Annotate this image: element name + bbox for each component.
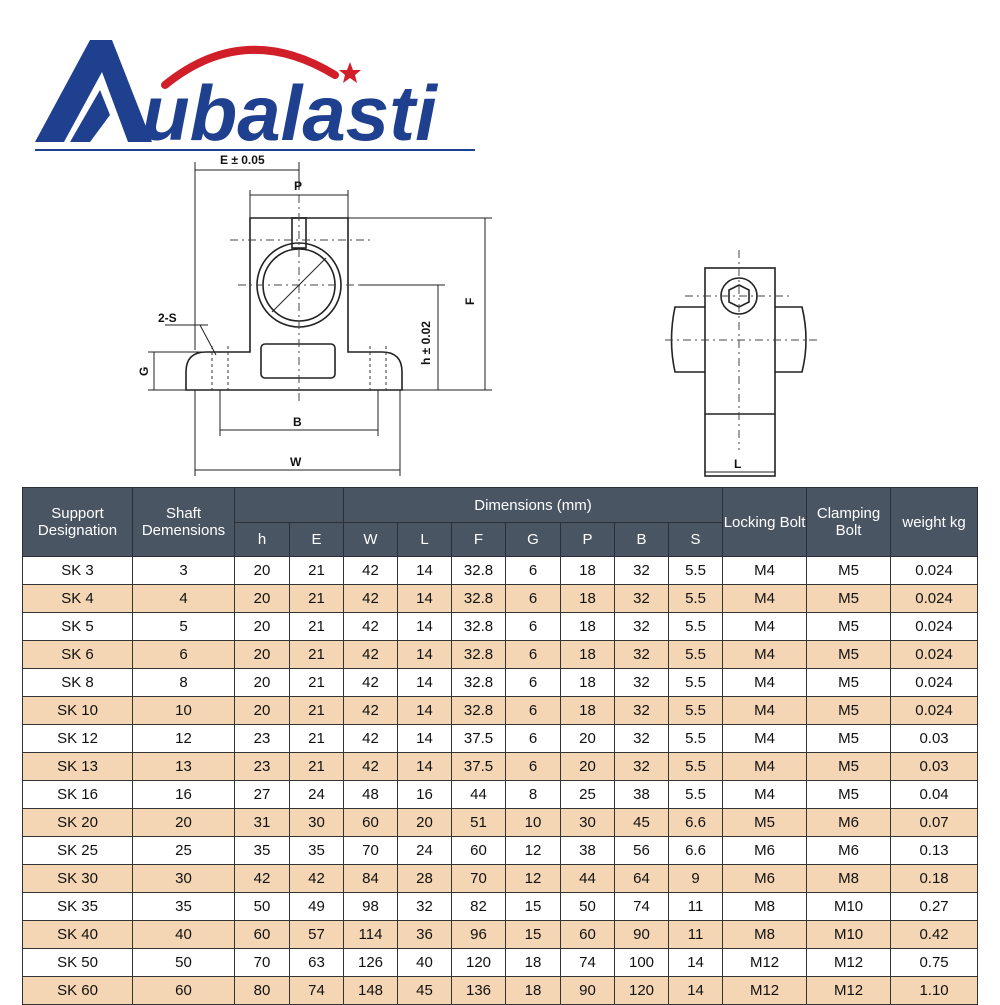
table-cell: 18	[561, 697, 615, 725]
table-cell: 14	[398, 613, 452, 641]
table-cell: 10	[133, 697, 235, 725]
table-cell: 38	[561, 837, 615, 865]
table-cell: 35	[235, 837, 290, 865]
table-row	[23, 753, 978, 781]
table-cell: SK 60	[23, 977, 133, 1005]
table-cell: 60	[133, 977, 235, 1005]
table-cell: 32.8	[452, 613, 506, 641]
dim-s-leader2	[200, 325, 216, 355]
table-cell: 37.5	[452, 753, 506, 781]
table-cell: 0.42	[891, 921, 978, 949]
table-row	[23, 809, 978, 837]
table-cell: 6	[506, 725, 561, 753]
table-cell: 35	[133, 893, 235, 921]
table-cell: 9	[669, 865, 723, 893]
table-cell: 20	[133, 809, 235, 837]
table-cell: 20	[561, 753, 615, 781]
table-cell: 6	[506, 669, 561, 697]
sub-header-cell: B	[615, 523, 669, 557]
table-cell: 70	[452, 865, 506, 893]
table-cell: 6	[506, 585, 561, 613]
table-cell: 21	[290, 697, 344, 725]
table-cell: 20	[235, 669, 290, 697]
sub-header-cell: G	[506, 523, 561, 557]
header-clamping: Clamping Bolt	[807, 488, 891, 557]
table-cell: 32	[615, 557, 669, 585]
sub-header-cell: E	[290, 523, 344, 557]
table-cell: M12	[723, 949, 807, 977]
table-cell: 14	[669, 977, 723, 1005]
label-s: 2-S	[158, 311, 177, 325]
table-cell: 56	[615, 837, 669, 865]
table-cell: 12	[506, 865, 561, 893]
table-cell: 18	[561, 585, 615, 613]
table-cell: 14	[398, 669, 452, 697]
table-cell: 50	[561, 893, 615, 921]
table-cell: M6	[807, 809, 891, 837]
table-cell: 74	[615, 893, 669, 921]
table-cell: 5.5	[669, 669, 723, 697]
table-cell: 21	[290, 613, 344, 641]
table-cell: 57	[290, 921, 344, 949]
table-row	[23, 669, 978, 697]
header-support: Support Designation	[23, 488, 133, 557]
table-cell: SK 5	[23, 613, 133, 641]
specification-table	[22, 487, 978, 1005]
table-cell: 0.024	[891, 613, 978, 641]
table-cell: M5	[807, 585, 891, 613]
table-cell: 12	[133, 725, 235, 753]
table-cell: 5.5	[669, 613, 723, 641]
table-cell: M5	[807, 669, 891, 697]
table-cell: M6	[723, 865, 807, 893]
table-cell: 5.5	[669, 781, 723, 809]
table-cell: 45	[398, 977, 452, 1005]
table-cell: M4	[723, 697, 807, 725]
table-cell: 6.6	[669, 809, 723, 837]
table-cell: M4	[723, 753, 807, 781]
table-cell: SK 4	[23, 585, 133, 613]
table-cell: 10	[506, 809, 561, 837]
table-cell: M6	[807, 837, 891, 865]
table-cell: 42	[344, 753, 398, 781]
table-cell: SK 6	[23, 641, 133, 669]
table-cell: SK 35	[23, 893, 133, 921]
table-cell: 25	[133, 837, 235, 865]
side-view-body	[705, 268, 775, 476]
table-cell: 74	[561, 949, 615, 977]
table-cell: 70	[235, 949, 290, 977]
table-cell: 20	[235, 585, 290, 613]
table-cell: M4	[723, 557, 807, 585]
table-cell: 0.024	[891, 557, 978, 585]
table-cell: 0.13	[891, 837, 978, 865]
table-cell: 14	[398, 753, 452, 781]
table-cell: 6	[506, 697, 561, 725]
table-cell: 32	[615, 697, 669, 725]
table-cell: M12	[807, 977, 891, 1005]
table-cell: 6	[133, 641, 235, 669]
table-cell: 74	[290, 977, 344, 1005]
table-cell: 3	[133, 557, 235, 585]
table-row	[23, 725, 978, 753]
table-cell: 5.5	[669, 697, 723, 725]
table-cell: 11	[669, 893, 723, 921]
label-w: W	[290, 455, 302, 469]
table-cell: M4	[723, 641, 807, 669]
table-cell: 5.5	[669, 753, 723, 781]
table-cell: 28	[398, 865, 452, 893]
table-cell: SK 3	[23, 557, 133, 585]
table-cell: 60	[452, 837, 506, 865]
table-cell: 0.024	[891, 669, 978, 697]
table-cell: 63	[290, 949, 344, 977]
table-cell: 32	[615, 585, 669, 613]
table-cell: 0.07	[891, 809, 978, 837]
table-cell: 20	[235, 613, 290, 641]
label-b: B	[293, 415, 302, 429]
table-cell: 84	[344, 865, 398, 893]
table-cell: 20	[235, 697, 290, 725]
table-cell: 18	[561, 613, 615, 641]
table-cell: M10	[807, 893, 891, 921]
table-cell: 6	[506, 613, 561, 641]
table-cell: 18	[506, 977, 561, 1005]
slot-window	[261, 344, 335, 378]
brand-name: ubalasti	[142, 69, 437, 155]
table-cell: M4	[723, 725, 807, 753]
table-row	[23, 585, 978, 613]
table-row	[23, 613, 978, 641]
table-row	[23, 865, 978, 893]
sub-header-cell: W	[344, 523, 398, 557]
table-cell: 21	[290, 725, 344, 753]
table-cell: 32.8	[452, 669, 506, 697]
table-cell: 20	[398, 809, 452, 837]
table-cell: 14	[398, 557, 452, 585]
table-cell: 12	[506, 837, 561, 865]
brand-logo	[30, 30, 480, 155]
table-cell: 27	[235, 781, 290, 809]
table-cell: 42	[344, 669, 398, 697]
table-cell: 8	[506, 781, 561, 809]
table-cell: 8	[133, 669, 235, 697]
table-cell: 60	[235, 921, 290, 949]
table-cell: 120	[452, 949, 506, 977]
table-cell: 6	[506, 641, 561, 669]
table-cell: 44	[452, 781, 506, 809]
table-row	[23, 949, 978, 977]
table-cell: M5	[807, 753, 891, 781]
table-cell: 30	[561, 809, 615, 837]
table-cell: SK 40	[23, 921, 133, 949]
table-cell: 18	[561, 669, 615, 697]
header-weight: weight kg	[891, 488, 978, 557]
table-cell: 24	[290, 781, 344, 809]
header-blank	[235, 488, 344, 523]
table-cell: SK 20	[23, 809, 133, 837]
table-cell: SK 25	[23, 837, 133, 865]
table-cell: 11	[669, 921, 723, 949]
table-cell: 48	[344, 781, 398, 809]
table-cell: M8	[723, 893, 807, 921]
table-cell: 32	[615, 669, 669, 697]
table-row	[23, 557, 978, 585]
table-cell: 37.5	[452, 725, 506, 753]
table-cell: 1.10	[891, 977, 978, 1005]
table-cell: 16	[398, 781, 452, 809]
table-cell: 32	[398, 893, 452, 921]
table-cell: 20	[235, 641, 290, 669]
table-cell: 0.18	[891, 865, 978, 893]
table-cell: SK 13	[23, 753, 133, 781]
table-cell: M4	[723, 585, 807, 613]
table-cell: 21	[290, 585, 344, 613]
table-cell: 18	[561, 641, 615, 669]
table-row	[23, 641, 978, 669]
table-row	[23, 837, 978, 865]
table-cell: M4	[723, 613, 807, 641]
table-cell: 0.024	[891, 585, 978, 613]
table-cell: 5.5	[669, 557, 723, 585]
table-cell: M5	[807, 781, 891, 809]
table-cell: 42	[235, 865, 290, 893]
table-cell: 4	[133, 585, 235, 613]
table-cell: 126	[344, 949, 398, 977]
table-cell: 49	[290, 893, 344, 921]
table-cell: 42	[344, 557, 398, 585]
table-cell: 0.024	[891, 641, 978, 669]
table-cell: 21	[290, 669, 344, 697]
table-cell: 82	[452, 893, 506, 921]
table-cell: M8	[807, 865, 891, 893]
table-cell: 30	[290, 809, 344, 837]
table-cell: 42	[344, 613, 398, 641]
table-cell: 15	[506, 893, 561, 921]
table-cell: 36	[398, 921, 452, 949]
table-cell: 21	[290, 753, 344, 781]
sub-header-cell: P	[561, 523, 615, 557]
table-cell: 32	[615, 753, 669, 781]
table-cell: M6	[723, 837, 807, 865]
label-f: F	[463, 297, 477, 305]
table-cell: M4	[723, 669, 807, 697]
header-shaft: Shaft Demensions	[133, 488, 235, 557]
table-cell: 42	[344, 641, 398, 669]
table-cell: 60	[344, 809, 398, 837]
table-cell: 14	[669, 949, 723, 977]
table-cell: 0.024	[891, 697, 978, 725]
table-cell: 16	[133, 781, 235, 809]
table-cell: M4	[723, 781, 807, 809]
table-cell: 18	[506, 949, 561, 977]
table-cell: 60	[561, 921, 615, 949]
table-cell: 31	[235, 809, 290, 837]
table-row	[23, 781, 978, 809]
technical-drawing	[120, 150, 840, 480]
table-cell: 114	[344, 921, 398, 949]
table-cell: 0.75	[891, 949, 978, 977]
table-cell: 51	[452, 809, 506, 837]
table-cell: 70	[344, 837, 398, 865]
label-l: L	[734, 457, 742, 471]
table-cell: 32.8	[452, 697, 506, 725]
table-cell: 14	[398, 697, 452, 725]
sub-header-cell: h	[235, 523, 290, 557]
table-cell: 6.6	[669, 837, 723, 865]
table-cell: 96	[452, 921, 506, 949]
table-cell: 90	[561, 977, 615, 1005]
table-cell: 42	[344, 697, 398, 725]
table-cell: 80	[235, 977, 290, 1005]
table-cell: SK 50	[23, 949, 133, 977]
table-cell: M12	[807, 949, 891, 977]
header-dimensions: Dimensions (mm)	[344, 488, 723, 523]
table-cell: 35	[290, 837, 344, 865]
table-cell: 30	[133, 865, 235, 893]
table-cell: M5	[723, 809, 807, 837]
table-cell: 90	[615, 921, 669, 949]
table-cell: 14	[398, 585, 452, 613]
table-cell: 0.03	[891, 725, 978, 753]
table-cell: 42	[344, 585, 398, 613]
sub-header-cell: L	[398, 523, 452, 557]
table-cell: M12	[723, 977, 807, 1005]
table-cell: 40	[133, 921, 235, 949]
table-cell: 23	[235, 753, 290, 781]
table-cell: SK 10	[23, 697, 133, 725]
table-cell: 100	[615, 949, 669, 977]
label-g: G	[137, 366, 151, 376]
label-e: E ± 0.05	[220, 153, 265, 167]
table-row	[23, 893, 978, 921]
table-cell: 98	[344, 893, 398, 921]
table-cell: 136	[452, 977, 506, 1005]
table-cell: 42	[344, 725, 398, 753]
table-cell: 40	[398, 949, 452, 977]
sub-header-cell: F	[452, 523, 506, 557]
table-cell: SK 30	[23, 865, 133, 893]
table-cell: 42	[290, 865, 344, 893]
table-cell: 44	[561, 865, 615, 893]
table-cell: 5.5	[669, 641, 723, 669]
sub-header-cell: S	[669, 523, 723, 557]
table-cell: SK 8	[23, 669, 133, 697]
header-locking: Locking Bolt	[723, 488, 807, 557]
table-cell: M5	[807, 641, 891, 669]
table-cell: SK 16	[23, 781, 133, 809]
table-cell: 21	[290, 641, 344, 669]
table-cell: 20	[561, 725, 615, 753]
table-cell: 15	[506, 921, 561, 949]
table-cell: 21	[290, 557, 344, 585]
table-cell: 5.5	[669, 585, 723, 613]
table-cell: 6	[506, 557, 561, 585]
table-row	[23, 697, 978, 725]
table-cell: 14	[398, 725, 452, 753]
table-cell: 5.5	[669, 725, 723, 753]
table-cell: SK 12	[23, 725, 133, 753]
label-p: P	[294, 179, 303, 193]
table-cell: 32	[615, 613, 669, 641]
table-cell: 24	[398, 837, 452, 865]
table-cell: 13	[133, 753, 235, 781]
table-cell: 23	[235, 725, 290, 753]
table-cell: M8	[723, 921, 807, 949]
table-cell: 14	[398, 641, 452, 669]
table-cell: 50	[235, 893, 290, 921]
table-cell: 6	[506, 753, 561, 781]
table-cell: M5	[807, 557, 891, 585]
table-cell: 32.8	[452, 641, 506, 669]
table-cell: 0.03	[891, 753, 978, 781]
table-cell: 18	[561, 557, 615, 585]
table-row	[23, 977, 978, 1005]
table-row	[23, 921, 978, 949]
label-h: h ± 0.02	[419, 321, 433, 365]
table-cell: M5	[807, 697, 891, 725]
table-cell: 32.8	[452, 585, 506, 613]
table-cell: 45	[615, 809, 669, 837]
table-cell: 32.8	[452, 557, 506, 585]
table-cell: 0.27	[891, 893, 978, 921]
table-cell: 5	[133, 613, 235, 641]
table-cell: 38	[615, 781, 669, 809]
table-cell: M5	[807, 613, 891, 641]
table-cell: 20	[235, 557, 290, 585]
table-cell: M10	[807, 921, 891, 949]
table-cell: 64	[615, 865, 669, 893]
table-cell: 50	[133, 949, 235, 977]
table-cell: 32	[615, 641, 669, 669]
table-cell: 32	[615, 725, 669, 753]
table-body	[23, 557, 978, 1005]
table-cell: M5	[807, 725, 891, 753]
table-cell: 148	[344, 977, 398, 1005]
table-cell: 120	[615, 977, 669, 1005]
table-cell: 25	[561, 781, 615, 809]
table-cell: 0.04	[891, 781, 978, 809]
